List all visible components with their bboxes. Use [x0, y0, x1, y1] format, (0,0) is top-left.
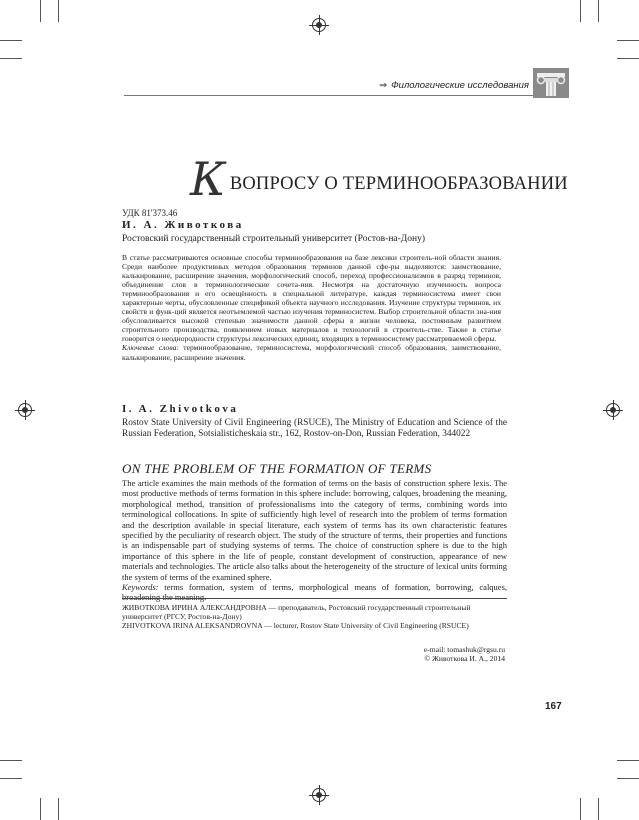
crop-mark: [617, 778, 639, 779]
author-info-ru: ЖИВОТКОВА ИРИНА АЛЕКСАНДРОВНА — преподаватель, Ростовский государственный строительный университет (РГСУ, Ростов-на-Дону): [122, 603, 471, 622]
section-title: Филологические исследования: [391, 80, 529, 91]
contact-block: [424, 645, 505, 663]
page-number: 167: [545, 701, 562, 712]
crop-mark: [617, 760, 639, 761]
affiliation-ru: Ростовский государственный строительный университет (Ростов-на-Дону): [122, 234, 426, 244]
crop-mark: [58, 0, 59, 22]
crop-mark: [598, 798, 599, 820]
crop-mark: [40, 0, 41, 22]
footnote-rule: [122, 598, 507, 599]
abstract-en-text: The article examines the main methods of the formation of terms on the basis of construction sphere lexis. The most productive methods of terms formation in this sphere include: borrowing, calques, broadening the meaning, morphological method, transition of professionalisms into the category of terms, combining words into terminological collocations. In spite of sufficiently high level of research into the problem of terms formation and the description available in special literature, each system of terms has its own characteristic features specified by the peculiarity of research object. The study of the structure of terms, their properties and functions is an indispensable part of studying systems of terms. The choice of construction sphere is due to the high importance of this sphere in the life of people, constant development of construction, appearance of new materials and technologies. The article also talks about the heterogeneity of the structure of lexical units forming the system of terms of the examined sphere.: [122, 478, 507, 582]
article-title: [190, 152, 568, 206]
keywords-label-ru: Ключевые слова:: [122, 343, 179, 353]
crop-mark: [0, 778, 22, 779]
title-text: ВОПРОСУ О ТЕРМИНООБРАЗОВАНИИ: [229, 174, 568, 194]
abstract-ru: [122, 253, 501, 362]
author-footnote: [122, 603, 507, 631]
crop-mark: [580, 0, 581, 22]
article-title-en: ON THE PROBLEM OF THE FORMATION OF TERMS: [122, 461, 432, 476]
author-name-en: I. A. Zhivotkova: [122, 403, 239, 415]
crop-mark: [580, 798, 581, 820]
crop-mark: [58, 798, 59, 820]
affiliation-en: Rostov State University of Civil Engineering (RSUCE), The Ministry of Education and Science of the Russian Federation, Sotsialisticheskaia str., 162, Rostov-on-Don, Russian Federation, 344022: [122, 418, 507, 439]
email-address: e-mail: tomashuk@rgsu.ru: [423, 645, 505, 654]
crop-mark: [0, 760, 22, 761]
registration-mark-icon: [312, 788, 326, 802]
crop-mark: [598, 0, 599, 22]
crop-mark: [617, 58, 639, 59]
arrow-icon: ⇒: [379, 80, 388, 91]
section-header: [124, 80, 529, 91]
registration-mark-icon: [312, 18, 326, 32]
keywords-en: [122, 582, 507, 603]
column-capital-icon: [533, 68, 569, 98]
registration-mark-icon: [606, 403, 620, 417]
keywords-en-text: terms formation, system of terms, morphological means of formation, borrowing, calques,: [164, 582, 508, 593]
keywords-label-en: Keywords:: [122, 582, 159, 593]
keywords-ru-text: терминообразование, терминосистема, морфологический способ образования, заимствование, калькирование, расширение значения.: [122, 343, 502, 362]
author-name-ru: И. А. Животкова: [122, 219, 244, 231]
title-dropcap: К: [190, 152, 226, 206]
header-rule: [124, 95, 534, 96]
crop-mark: [0, 58, 22, 59]
abstract-ru-text: В статье рассматриваются основные способы терминообразования на базе лексики строитель-ной области знания. Среди наиболее продуктивных методов образования терминов данной сфе-ры выделяются: заимствование, калькирование, расширение значения, морфологический способ, переход профессионализмов в разряд терминов, объединение слов в терминологические сочета-ния. Несмотря на достаточную изученность вопроса терминообразования и его освещённость в специальной литературе, каждая терминосистема имеет свои характерные черты, обусловленные спецификой объекта научного исследования. Изучение структуры терминов, их свойств и функ-ций является неотъемлемой частью изучения терминосистем. Выбор строительной области зна-ния обусловливается высокой степенью значимости данной сферы в жизни человека, постоянным развитием строительного производства, появлением новых материалов и технологий в строитель-стве. Также в статье говорится о неоднородности структуры лексических единиц, входящих в терминосистему рассматриваемой сферы.: [122, 253, 501, 344]
author-info-en: ZHIVOTKOVA IRINA ALEKSANDROVNA — lecturer, Rostov State University of Civil Engineering (RSUCE): [122, 621, 469, 631]
crop-mark: [40, 798, 41, 820]
abstract-en: [122, 478, 507, 603]
registration-mark-icon: [18, 403, 32, 417]
copyright: © Животкова И. А., 2014: [424, 654, 505, 664]
keywords-ru: [122, 343, 501, 361]
udk-code: УДК 81'373.46: [122, 208, 178, 218]
crop-mark: [0, 40, 22, 41]
crop-mark: [617, 40, 639, 41]
